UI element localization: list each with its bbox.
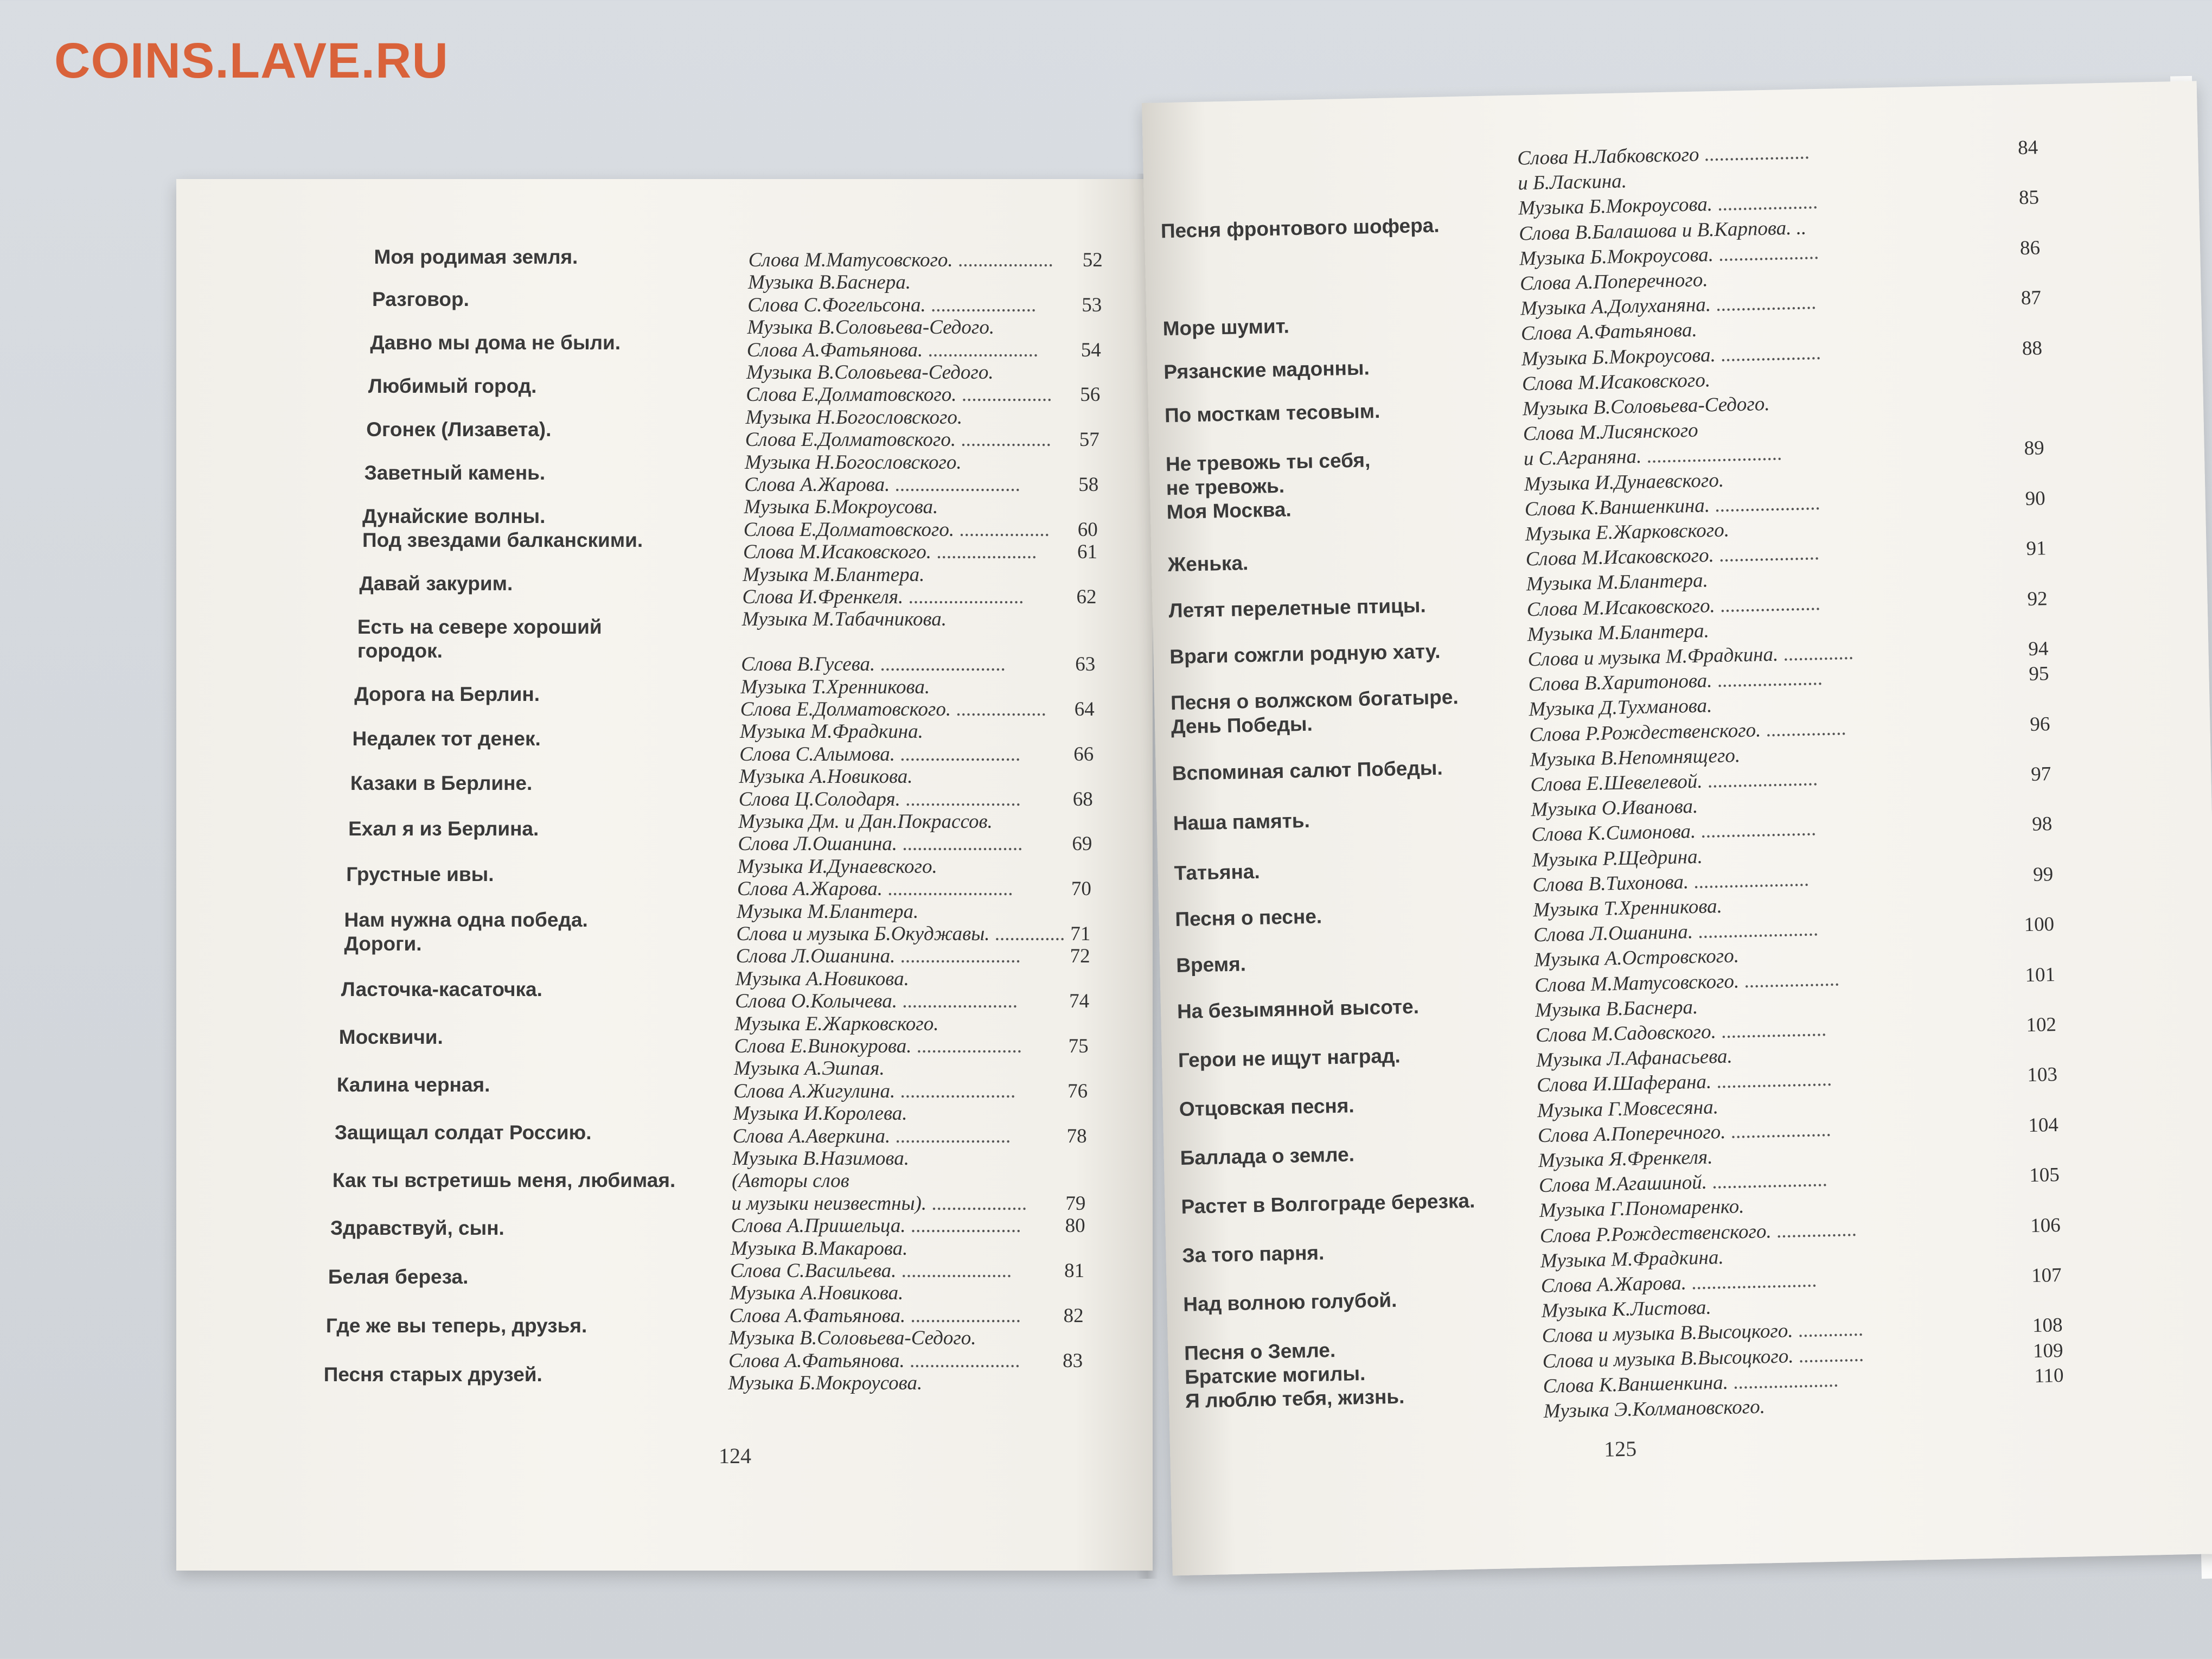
song-title: Моя родимая земля. <box>374 246 578 268</box>
credit-line: Слова А.Поперечного. <box>1519 269 1708 295</box>
credit-line: Музыка М.Табачникова. <box>741 608 947 631</box>
credit-line: Музыка Б.Мокроусова. <box>728 1372 923 1394</box>
song-title: Баллада о земле. <box>1180 1143 1355 1169</box>
page-ref-number: 99 <box>2032 863 2054 886</box>
credit-line: Слова Е.Долматовского. .................. <box>745 429 1051 451</box>
leader-dots: ..................... <box>925 293 1037 316</box>
leader-dots: ...................... <box>1702 768 1818 793</box>
song-title: Моя Москва. <box>1166 498 1292 524</box>
credit-line: Слова и музыка В.Высоцкого. ............. <box>1542 1318 1864 1348</box>
credit-line: Музыка В.Макарова. <box>730 1237 908 1260</box>
credit-line: Музыка Д.Тухманова. <box>1529 694 1712 721</box>
song-title: Казаки в Берлине. <box>350 772 533 794</box>
credit-line: Музыка А.Новикова. <box>730 1282 904 1305</box>
credit-line: Слова С.Алымова. ........................ <box>739 743 1021 765</box>
leader-dots: ...................... <box>923 339 1039 361</box>
credit-line: Слова А.Жарова. ......................... <box>737 878 1013 901</box>
leader-dots: ....................... <box>897 990 1018 1013</box>
song-title: Песня фронтового шофера. <box>1160 214 1440 243</box>
leader-dots: ......................... <box>882 878 1013 901</box>
credit-line: Музыка М.Блантера. <box>1526 569 1709 596</box>
page-ref-number: 83 <box>1063 1349 1083 1372</box>
credit-line: Музыка Н.Богословского. <box>744 451 962 474</box>
leader-dots: ................ <box>1760 717 1846 741</box>
song-title: Песня старых друзей. <box>323 1363 542 1386</box>
credit-line: Слова А.Фатьянова. ...................... <box>728 1349 1020 1372</box>
credit-line: Музыка Г.Пономаренко. <box>1539 1195 1744 1222</box>
page-ref-number: 107 <box>2031 1264 2062 1287</box>
page-ref-number: 53 <box>1082 293 1102 316</box>
credit-line: Музыка Э.Колмановского. <box>1543 1395 1766 1423</box>
credit-line: Слова Е.Долматовского. .................. <box>740 698 1046 720</box>
leader-dots: .................... <box>1712 191 1818 216</box>
song-title: По мосткам тесовым. <box>1164 399 1380 427</box>
page-ref-number: 64 <box>1074 698 1095 720</box>
credit-line: Слова О.Колычева. ....................... <box>735 990 1018 1013</box>
leader-dots: .................... <box>931 541 1037 564</box>
song-title: Над волною голубой. <box>1182 1288 1397 1316</box>
credit-line: Музыка И.Королева. <box>733 1102 907 1125</box>
page-ref-number: 52 <box>1082 249 1103 271</box>
credit-line: Слова Л.Ошанина. ........................ <box>736 945 1021 968</box>
credit-line: Музыка И.Дунаевского. <box>737 855 937 878</box>
page-ref-number: 56 <box>1080 384 1101 406</box>
credit-line: Слова А.Фатьянова. ...................... <box>746 339 1039 361</box>
credit-line: Музыка А.Новикова. <box>735 967 909 990</box>
page-ref-number: 68 <box>1072 788 1093 811</box>
page-ref-number: 66 <box>1073 743 1094 765</box>
leader-dots: ............. <box>1793 1318 1864 1342</box>
leader-dots: ........................ <box>895 743 1021 765</box>
credit-line: и Б.Ласкина. <box>1517 170 1627 195</box>
credit-line: Музыка Т.Хренникова. <box>740 675 930 698</box>
credit-line: Слова Н.Лабковского ..................... <box>1517 141 1810 170</box>
song-title: Давно мы дома не были. <box>370 331 621 354</box>
page-ref-number: 96 <box>2029 712 2050 736</box>
credit-line: Музыка В.Непомнящего. <box>1530 744 1741 771</box>
song-title: Братские могилы. <box>1184 1362 1366 1388</box>
credit-line: Слова Е.Долматовского. .................. <box>743 518 1050 541</box>
credit-line: Слова А.Жарова. ......................... <box>1540 1269 1817 1298</box>
song-title: Ехал я из Берлина. <box>348 818 539 840</box>
credit-line: Музыка В.Назимова. <box>732 1147 909 1170</box>
leader-dots: .................. <box>954 518 1050 541</box>
song-title: Время. <box>1175 953 1246 977</box>
credit-line: Слова В.Харитонова. ..................... <box>1528 667 1823 696</box>
leader-dots: ....................... <box>1711 1068 1832 1093</box>
credit-line: Слова М.Матусовского. ................... <box>1534 968 1840 997</box>
page-ref-number: 105 <box>2029 1164 2060 1187</box>
page-ref-number: 84 <box>2017 136 2038 159</box>
song-title: Калина черная. <box>336 1074 490 1096</box>
leader-dots: .................. <box>951 698 1046 720</box>
page-ref-number: 101 <box>2025 963 2056 986</box>
leader-dots: .................. <box>956 384 1052 406</box>
leader-dots: .............. <box>1778 641 1854 666</box>
leader-dots: ................ <box>1771 1218 1857 1242</box>
page-ref-number: 95 <box>2028 662 2049 686</box>
song-title: Есть на севере хороший <box>357 616 602 638</box>
credit-line: Музыка А.Долуханяна. .................... <box>1520 291 1817 320</box>
song-title: Я люблю тебя, жизнь. <box>1185 1385 1405 1412</box>
credit-line: Музыка Б.Мокроусова. .................... <box>1519 241 1819 270</box>
song-title: Разговор. <box>372 288 469 310</box>
song-title: Под звездами балканскими. <box>362 529 643 551</box>
leader-dots: .................. <box>956 429 1051 451</box>
page-ref-number: 92 <box>2027 587 2048 610</box>
page-ref-number: 86 <box>2019 237 2041 259</box>
credit-line: Музыка М.Фрадкина. <box>1540 1246 1724 1272</box>
credit-line: Слова А.Жарова. ......................... <box>744 474 1020 496</box>
song-title: Море шумит. <box>1162 315 1290 340</box>
page-ref-number: 54 <box>1081 339 1101 361</box>
song-title: Недалек тот денек. <box>352 728 541 750</box>
credit-line: и музыки неизвестны). ................... <box>731 1192 1027 1215</box>
credit-line: Слова и музыка М.Фрадкина. .............. <box>1527 641 1854 671</box>
credit-line: Музыка М.Блантера. <box>743 563 925 586</box>
song-title: Заветный камень. <box>364 462 546 484</box>
song-title: Защищал солдат Россию. <box>334 1121 592 1144</box>
leader-dots: ....................... <box>903 586 1024 608</box>
leader-dots: ....................... <box>1688 868 1810 893</box>
song-title: Растет в Волгограде березка. <box>1181 1189 1475 1218</box>
leader-dots: ........................ <box>895 945 1021 968</box>
page-ref-number: 76 <box>1067 1080 1088 1102</box>
credit-line: Музыка В.Соловьева-Седого. <box>728 1327 976 1350</box>
page-ref-number: 88 <box>2022 336 2043 360</box>
credit-line: Слова М.Лисянского <box>1523 419 1698 445</box>
song-title: Любимый город. <box>368 375 537 397</box>
credit-line: (Авторы слов <box>732 1170 849 1192</box>
leader-dots: ........................ <box>897 833 1023 856</box>
leader-dots: ....................... <box>1695 818 1817 843</box>
credit-line: Музыка В.Соловьева-Седого. <box>1522 392 1770 420</box>
credit-line: Музыка Дм. и Дан.Покрассов. <box>738 811 993 833</box>
leader-dots: .................... <box>1715 592 1821 617</box>
credit-line: Музыка Б.Мокроусова. .................... <box>1518 191 1818 220</box>
credit-line: Слова А.Фатьянова. <box>1520 319 1698 345</box>
page-ref-number: 102 <box>2026 1013 2057 1037</box>
credit-line: Музыка В.Соловьева-Седого. <box>747 316 995 339</box>
song-title: За того парня. <box>1182 1241 1325 1267</box>
credit-line: Слова Л.Ошанина. ........................ <box>738 833 1023 856</box>
leader-dots: ....................... <box>900 788 1021 811</box>
page-ref-number: 91 <box>2026 537 2047 560</box>
credit-line: Слова К.Ваншенкина. ..................... <box>1543 1369 1839 1398</box>
credit-line: Музыка В.Соловьева-Седого. <box>746 361 994 384</box>
leader-dots: ...................... <box>905 1304 1021 1327</box>
song-title: День Победы. <box>1171 712 1313 738</box>
song-title: Женька. <box>1167 552 1249 576</box>
credit-line: Музыка Б.Мокроусова. .................... <box>1521 341 1821 371</box>
page-ref-number: 90 <box>2025 487 2046 510</box>
credit-line: Слова А.Жигулина. ....................... <box>733 1080 1016 1102</box>
leader-dots: .................... <box>1725 1118 1832 1143</box>
credit-line: Слова М.Садовского. ..................... <box>1535 1018 1827 1047</box>
page-ref-number: 87 <box>2021 286 2042 310</box>
credit-line: Слова И.Френкеля. ....................... <box>742 586 1024 608</box>
credit-line: Музыка В.Баснера. <box>1535 996 1698 1022</box>
song-title: Москвичи. <box>338 1026 443 1048</box>
credit-line: Слова А.Поперечного. .................... <box>1537 1118 1832 1147</box>
credit-line: Музыка В.Баснера. <box>747 271 911 294</box>
credit-line: Слова В.Гусева. ......................... <box>741 653 1006 676</box>
page-ref-number: 58 <box>1078 474 1099 496</box>
song-title: Огонек (Лизавета). <box>366 418 552 441</box>
leader-dots: ....................... <box>895 1080 1016 1102</box>
credit-line: Музыка Б.Мокроусова. <box>744 496 938 519</box>
leader-dots: ..................... <box>1712 667 1823 692</box>
page-ref-number: 80 <box>1065 1215 1085 1237</box>
song-title: Давай закурим. <box>359 572 513 595</box>
credit-line: Слова и музыка Б.Окуджавы. .............. <box>736 923 1065 945</box>
page-ref-number: 81 <box>1064 1260 1085 1282</box>
credit-line: Музыка О.Иванова. <box>1531 795 1698 821</box>
credit-line: Слова М.Матусовского. ................... <box>748 249 1053 271</box>
credit-line: Музыка Т.Хренникова. <box>1532 895 1723 922</box>
leader-dots: ...................... <box>905 1215 1021 1237</box>
credit-line: Музыка И.Дунаевского. <box>1524 469 1724 495</box>
credit-line: Слова С.Фогельсона. ..................... <box>747 293 1037 316</box>
credit-line: Музыка М.Фрадкина. <box>740 720 923 743</box>
page-ref-number: 63 <box>1075 653 1096 676</box>
right-page-number: 125 <box>1603 1436 1637 1462</box>
song-title: Песня о волжском богатыре. <box>1170 686 1459 714</box>
left-page-number: 124 <box>719 1444 751 1468</box>
song-title: Как ты встретишь меня, любимая. <box>332 1169 676 1191</box>
credit-line: Слова М.Исаковского. .................... <box>1525 542 1820 571</box>
page-ref-number: 71 <box>1070 923 1091 945</box>
credit-line: Слова И.Шаферана. ....................... <box>1536 1068 1832 1097</box>
leader-dots: ...................... <box>904 1349 1020 1372</box>
song-title: Рязанские мадонны. <box>1163 356 1370 384</box>
song-title: Дорога на Берлин. <box>354 683 540 705</box>
song-title: Летят перелетные птицы. <box>1168 594 1427 622</box>
leader-dots: ..................... <box>1716 1018 1827 1043</box>
page-ref-number: 69 <box>1072 833 1092 856</box>
song-title: Вспоминая салют Победы. <box>1172 756 1443 785</box>
song-title: На безымянной высоте. <box>1177 995 1420 1023</box>
credit-line: Слова Л.Ошанина. ........................ <box>1533 918 1819 947</box>
credit-line: Музыка А.Островского. <box>1533 945 1740 972</box>
song-title: Здравствуй, сын. <box>330 1217 504 1239</box>
credit-line: Музыка Е.Жарковского. <box>1525 519 1730 546</box>
right-page-content <box>1142 81 2197 1423</box>
credit-line: Слова М.Исаковского. .................... <box>1526 592 1821 621</box>
page-ref-number: 106 <box>2030 1214 2061 1237</box>
credit-line: Слова К.Симонова. ....................... <box>1531 818 1817 846</box>
credit-line: Слова Р.Рождественского. ................ <box>1539 1218 1857 1247</box>
page-ref-number: 57 <box>1079 429 1099 451</box>
leader-dots: ..................... <box>1709 492 1820 517</box>
song-title: городок. <box>357 640 443 662</box>
credit-line: Слова К.Ваншенкина. ..................... <box>1524 492 1820 521</box>
leader-dots: ....................... <box>890 1125 1011 1147</box>
page-ref-number: 70 <box>1071 878 1091 901</box>
credit-line: Слова М.Исаковского. .................... <box>743 541 1037 564</box>
leader-dots: ............. <box>1793 1343 1864 1367</box>
left-page <box>176 179 1153 1571</box>
leader-dots: ..................... <box>911 1035 1022 1057</box>
credit-line: Слова Е.Винокурова. ..................... <box>734 1035 1022 1057</box>
watermark-text: COINS.LAVE.RU <box>54 33 449 88</box>
credit-line: Музыка Н.Богословского. <box>745 406 963 429</box>
credit-line: Слова Е.Шевелевой. ...................... <box>1530 768 1818 796</box>
page-ref-number: 100 <box>2024 913 2055 936</box>
credit-line: Музыка М.Блантера. <box>737 900 919 923</box>
leader-dots: ..................... <box>1728 1369 1839 1394</box>
song-title: Герои не ищут наград. <box>1178 1044 1401 1071</box>
credit-line: Слова В.Балашова и В.Карпова. .. <box>1518 216 1807 245</box>
credit-line: Музыка Л.Афанасьева. <box>1536 1045 1733 1072</box>
song-title: Не тревожь ты себя, <box>1165 449 1371 476</box>
page-ref-number: 60 <box>1077 518 1098 541</box>
page-ref-number: 103 <box>2026 1063 2058 1087</box>
song-title: Белая береза. <box>328 1266 469 1288</box>
credit-line: Музыка М.Блантера. <box>1527 620 1710 646</box>
credit-line: Музыка Р.Щедрина. <box>1531 845 1703 871</box>
credit-line: Слова Ц.Солодаря. ....................... <box>738 788 1021 811</box>
song-title: Песня о песне. <box>1175 905 1322 931</box>
credit-line: и С.Аграняна. ........................... <box>1523 442 1782 470</box>
credit-line: Музыка Я.Френкеля. <box>1538 1146 1713 1172</box>
credit-line: Слова С.Васильева. ...................... <box>730 1260 1012 1282</box>
credit-line: Музыка Е.Жарковского. <box>734 1012 939 1035</box>
song-title: Грустные ивы. <box>346 863 494 885</box>
credit-line: Слова Е.Долматовского. .................. <box>746 384 1052 406</box>
page-ref-number: 78 <box>1066 1125 1087 1147</box>
page-ref-number: 94 <box>2028 637 2049 660</box>
song-title: Где же вы теперь, друзья. <box>325 1315 587 1337</box>
leader-dots: .................... <box>1714 542 1820 567</box>
credit-line: Музыка А.Новикова. <box>739 765 913 788</box>
song-title: Ласточка-касаточка. <box>341 978 542 1000</box>
song-title: Татьяна. <box>1174 860 1261 885</box>
credit-line: Слова и музыка В.Высоцкого. ............. <box>1542 1343 1864 1373</box>
page-ref-number: 74 <box>1069 990 1090 1013</box>
credit-line: Слова А.Фатьянова. ...................... <box>729 1304 1021 1327</box>
page-ref-number: 61 <box>1077 541 1097 564</box>
leader-dots: ........................... <box>1641 442 1782 468</box>
page-ref-number: 109 <box>2032 1339 2063 1362</box>
song-title: Враги сожгли родную хату. <box>1169 640 1441 668</box>
credit-line: Слова М.Исаковского. <box>1521 368 1711 395</box>
leader-dots: ......................... <box>875 653 1006 676</box>
page-ref-number: 89 <box>2024 437 2045 460</box>
page-ref-number: 110 <box>2034 1364 2064 1387</box>
credit-line: Музыка А.Эшпая. <box>733 1057 885 1080</box>
leader-dots: ................... <box>952 249 1053 271</box>
leader-dots: ................... <box>926 1192 1027 1215</box>
leader-dots: ...................... <box>896 1260 1012 1282</box>
song-title: Песня о Земле. <box>1184 1339 1336 1364</box>
page-ref-number: 79 <box>1065 1192 1086 1215</box>
credit-line: Музыка Г.Мовсесяна. <box>1537 1095 1719 1122</box>
leader-dots: ..................... <box>1698 141 1810 166</box>
leader-dots: .................... <box>1710 291 1817 316</box>
page-ref-number: 62 <box>1076 586 1097 608</box>
credit-line: Музыка К.Листова. <box>1541 1296 1712 1323</box>
song-title: Наша память. <box>1173 809 1310 835</box>
leader-dots: ....................... <box>1706 1169 1828 1194</box>
right-page <box>1142 81 2212 1575</box>
leader-dots: ......................... <box>1686 1269 1817 1294</box>
leader-dots: ................... <box>1738 968 1840 992</box>
leader-dots: .................... <box>1713 241 1819 266</box>
leader-dots: .............. <box>989 923 1065 945</box>
song-title: Отцовская песня. <box>1179 1094 1355 1120</box>
page-ref-number: 104 <box>2028 1113 2059 1137</box>
credit-line: Слова Р.Рождественского. ................ <box>1529 717 1846 746</box>
leader-dots: .................... <box>1715 341 1821 366</box>
credit-line: Слова А.Аверкина. ....................... <box>732 1125 1011 1147</box>
page-ref-number: 82 <box>1063 1304 1084 1327</box>
page-ref-number: 85 <box>2018 186 2040 209</box>
page-ref-number: 98 <box>2031 813 2053 836</box>
song-title: Дороги. <box>344 933 422 955</box>
leader-dots: ......................... <box>890 474 1020 496</box>
page-ref-number: 97 <box>2030 763 2051 786</box>
leader-dots: ........................ <box>1692 918 1819 943</box>
credit-line: Слова А.Пришельца. ...................... <box>731 1215 1021 1237</box>
page-ref-number: 75 <box>1068 1035 1089 1057</box>
song-title: Дунайские волны. <box>362 505 546 527</box>
credit-line: Слова В.Тихонова. ....................... <box>1532 868 1810 897</box>
song-title: Нам нужна одна победа. <box>344 909 588 931</box>
song-title: не тревожь. <box>1166 474 1285 500</box>
page-ref-number: 72 <box>1070 945 1090 968</box>
page-ref-number: 108 <box>2032 1314 2063 1337</box>
credit-line: Слова М.Агашиной. ....................... <box>1538 1169 1828 1197</box>
